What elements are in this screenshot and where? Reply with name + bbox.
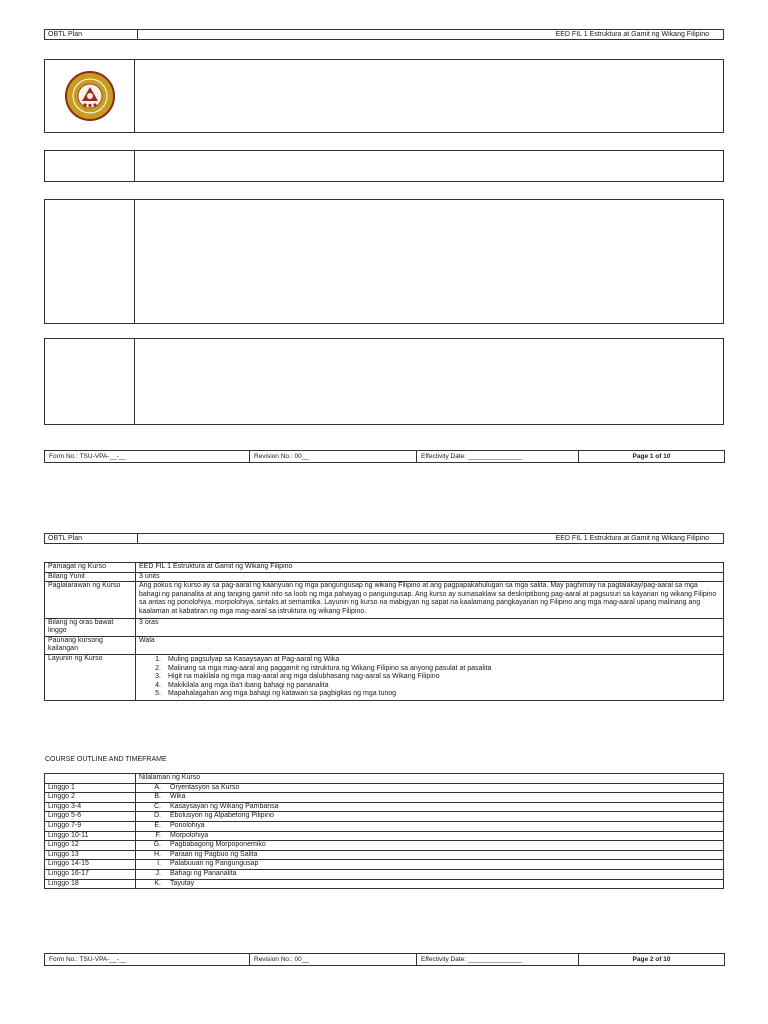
page-number: Page 1 of 10 xyxy=(632,453,671,460)
topic-cell xyxy=(136,850,724,860)
logo-title-cell xyxy=(135,60,723,132)
topic-letter: I. xyxy=(157,860,161,868)
topic-letter: E. xyxy=(154,821,161,829)
topic-letter: A. xyxy=(154,783,161,791)
objectives-box xyxy=(44,338,724,425)
topic-text: Wika xyxy=(170,793,186,801)
topic-text: Palabuuan ng Pangungusap xyxy=(170,860,259,868)
course-outline-table xyxy=(44,773,724,889)
week-cell: Linggo 7-9 xyxy=(45,821,136,831)
table-row xyxy=(45,831,724,841)
topic-cell xyxy=(136,879,724,889)
topic-letter: C. xyxy=(154,802,161,810)
objective-text: Mapahalagahan ang mga bahagi ng katawan sa pagbigkas ng mga tunog xyxy=(168,690,397,698)
objective-number: 5. xyxy=(155,690,161,698)
revision-number: Revision No.: 00__ xyxy=(250,954,417,965)
topic-text: Morpolohiya xyxy=(170,831,209,839)
course-title-value: EED FIL 1 Estruktura at Gamit ng Wikang Filipino xyxy=(136,563,724,573)
topic-text: Bahagi ng Pananalita xyxy=(170,869,237,877)
objective-number: 4. xyxy=(155,681,161,689)
table-row xyxy=(45,563,724,573)
form-number: Form No.: TSU-VPA-__-__ xyxy=(45,954,250,965)
mission-label-cell xyxy=(45,200,135,323)
table-row xyxy=(45,869,724,879)
week-cell: Linggo 13 xyxy=(45,850,136,860)
table-row xyxy=(45,850,724,860)
topic-letter: H. xyxy=(154,850,161,858)
topic-cell xyxy=(136,793,724,803)
topic-cell xyxy=(136,860,724,870)
objective-number: 2. xyxy=(155,664,161,672)
topic-letter: F. xyxy=(155,831,161,839)
table-row xyxy=(45,636,724,654)
topic-cell xyxy=(136,831,724,841)
course-objectives-label: Layunin ng Kurso xyxy=(45,654,136,700)
table-row xyxy=(45,841,724,851)
page2-footer xyxy=(44,953,725,966)
week-cell: Linggo 1 xyxy=(45,783,136,793)
objective-item xyxy=(139,690,720,699)
objective-text: Malinang sa mga mag-aaral ang paggamit ng istruktura ng Wikang Filipino sa anyong pasulat at pasalita xyxy=(168,664,492,672)
topic-cell xyxy=(136,841,724,851)
week-cell: Linggo 2 xyxy=(45,793,136,803)
topic-letter: D. xyxy=(154,812,161,820)
topic-cell xyxy=(136,812,724,822)
revision-number: Revision No.: 00__ xyxy=(250,451,417,462)
logo-cell xyxy=(45,60,135,132)
objective-item xyxy=(139,665,720,674)
week-cell: Linggo 12 xyxy=(45,841,136,851)
objective-item xyxy=(139,673,720,682)
university-logo-box xyxy=(44,59,724,133)
objective-text: Makikilala ang mga iba't ibang bahagi ng pananalita xyxy=(168,681,329,689)
objective-number: 1. xyxy=(155,655,161,663)
vision-label-cell xyxy=(45,151,135,181)
mission-box xyxy=(44,199,724,324)
objectives-label-cell xyxy=(45,339,135,424)
form-number: Form No.: TSU-VPA-__-__ xyxy=(45,451,250,462)
outline-section-title: COURSE OUTLINE AND TIMEFRAME xyxy=(45,756,167,763)
units-value: 3 units xyxy=(136,572,724,582)
vision-box xyxy=(44,150,724,182)
topic-letter: G. xyxy=(153,841,161,849)
description-label: Paglalarawan ng Kurso xyxy=(45,582,136,618)
header-left: OBTL Plan xyxy=(45,30,138,39)
units-label: Bilang Yunit xyxy=(45,572,136,582)
week-cell: Linggo 14-15 xyxy=(45,860,136,870)
description-value: Ang pokus ng kurso ay sa pag-aaral ng kaanyuan ng mga pangungusap ng wikang Filipino at ang pagpapakahulugan sa mga salita. May paghimay na pagtalakay/pag-aaral sa mga bahagi ng pananalita at ang tanging gamit nito sa loob ng mga pahayag o pangungusap. Ang kurso ay sumasaklaw sa deskriptibong pag-aaral at pagsusuri sa kayarian ng wikang Filipino sa antas ng ponolohiya, morpolohiya, sintaks at semantika. Layunin ng kurso na mabigyan ng sapat na kaalamang pangkayarian ng Filipino ang mga mag-aaral upang malinang ang kaalaman at kabatiran ng mga mag-aaral sa istruktura ng wikang Filipino. xyxy=(136,582,724,618)
topic-text: Paraan ng Pagbuo ng Salita xyxy=(170,850,258,858)
header-right: EED FIL 1 Estruktura at Gamit ng Wikang Filipino xyxy=(555,535,709,542)
header-left: OBTL Plan xyxy=(45,534,138,543)
table-row xyxy=(45,793,724,803)
course-title-label: Pamagat ng Kurso xyxy=(45,563,136,573)
objective-number: 3. xyxy=(155,673,161,681)
course-objectives-value xyxy=(136,654,724,700)
prerequisite-value: Wala xyxy=(136,636,724,654)
table-row xyxy=(45,572,724,582)
prerequisite-label: Paunang kursong kailangan xyxy=(45,636,136,654)
week-cell: Linggo 5-6 xyxy=(45,812,136,822)
topic-cell xyxy=(136,869,724,879)
topic-text: Kasaysayan ng Wikang Pambansa xyxy=(170,802,279,810)
objective-item xyxy=(139,682,720,691)
university-seal-icon xyxy=(65,71,115,121)
table-row xyxy=(45,879,724,889)
objective-text: Higit na makilala ng mga mag-aaral ang mga dalubhasang nag-aaral sa Wikang Filipino xyxy=(168,673,440,681)
mission-content-cell xyxy=(135,200,723,323)
table-row xyxy=(45,802,724,812)
page-number: Page 2 of 10 xyxy=(632,956,671,963)
week-cell: Linggo 18 xyxy=(45,879,136,889)
topic-cell xyxy=(136,802,724,812)
objectives-content-cell xyxy=(135,339,723,424)
week-cell: Linggo 16-17 xyxy=(45,869,136,879)
table-row xyxy=(45,654,724,700)
topic-letter: J. xyxy=(155,869,161,877)
page1-footer xyxy=(44,450,725,463)
topic-letter: K. xyxy=(154,879,161,887)
topic-text: Ebolusyon ng Alpabetong Pilipino xyxy=(170,812,274,820)
objective-text: Muling pagsulyap sa Kasaysayan at Pag-aaral ng Wika xyxy=(168,655,340,663)
table-row xyxy=(45,774,724,784)
topic-text: Oryentasyon sa Kurso xyxy=(170,783,240,791)
vision-content-cell xyxy=(135,151,723,181)
objectives-list xyxy=(139,656,720,699)
effectivity-date: Effectivity Date: _______________ xyxy=(417,954,579,965)
table-row xyxy=(45,783,724,793)
hours-label: Bilang ng oras bawat linggo xyxy=(45,618,136,636)
table-row xyxy=(45,582,724,618)
topic-letter: B. xyxy=(154,793,161,801)
table-row xyxy=(45,812,724,822)
hours-value: 3 oras xyxy=(136,618,724,636)
effectivity-date: Effectivity Date: _______________ xyxy=(417,451,579,462)
topic-cell xyxy=(136,783,724,793)
page1-header xyxy=(44,29,724,40)
topic-cell xyxy=(136,821,724,831)
table-row xyxy=(45,821,724,831)
header-right: EED FIL 1 Estruktura at Gamit ng Wikang Filipino xyxy=(555,31,709,38)
outline-header-right: Nilalaman ng Kurso xyxy=(136,774,724,784)
table-row xyxy=(45,618,724,636)
week-cell: Linggo 10-11 xyxy=(45,831,136,841)
course-info-table xyxy=(44,562,724,701)
topic-text: Tayutay xyxy=(170,879,195,887)
week-cell: Linggo 3-4 xyxy=(45,802,136,812)
topic-text: Ponolohiya xyxy=(170,821,205,829)
page2-header xyxy=(44,533,724,544)
objective-item xyxy=(139,656,720,665)
table-row xyxy=(45,860,724,870)
outline-header-left xyxy=(45,774,136,784)
topic-text: Pagbabagong Morpoponemiko xyxy=(170,841,266,849)
